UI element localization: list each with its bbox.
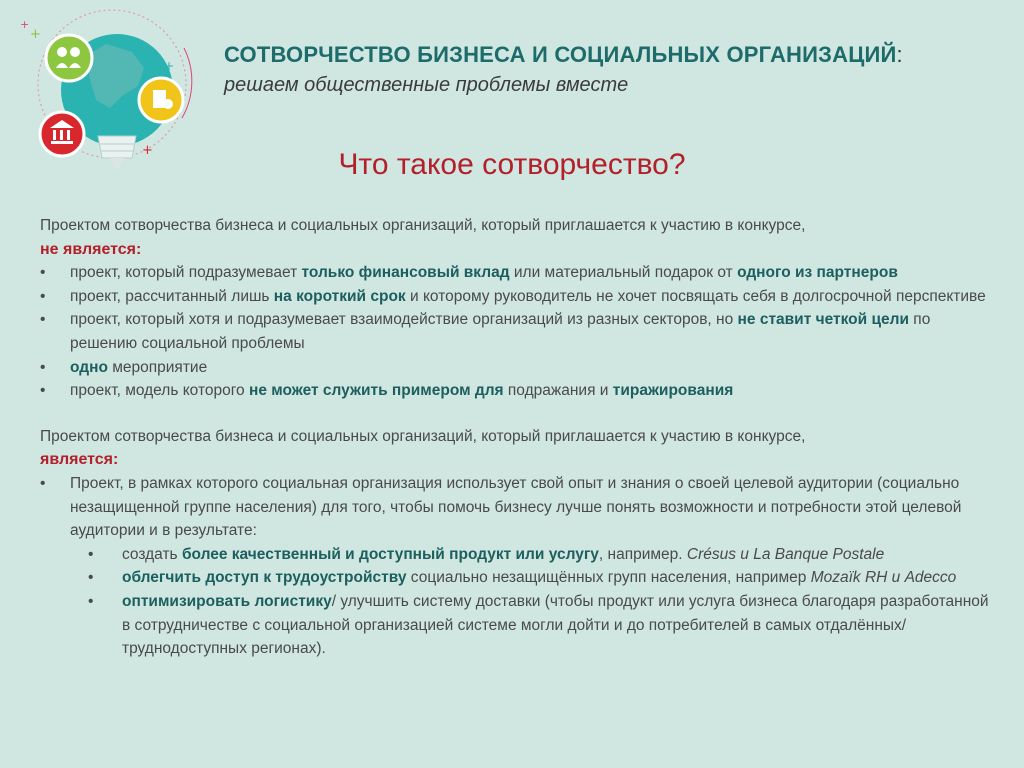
page-subtitle: решаем общественные проблемы вместе [224, 74, 629, 96]
plus-icon: + [20, 18, 30, 31]
logo-arc [182, 48, 192, 118]
plus-icon: + [30, 27, 41, 42]
header [224, 42, 1014, 97]
is-list [40, 472, 1000, 543]
plus-icon: + [164, 59, 175, 73]
list-item: • проект, рассчитанный лишь на короткий срок и которому руководитель не хочет посвящать себя в долгосрочной перспективе [40, 285, 1000, 309]
list-item: • проект, который хотя и подразумевает взаимодействие организаций из разных секторов, но не ставит четкой цели по решению социальной проблемы [40, 308, 1000, 355]
plus-icon: + [142, 143, 153, 158]
section-question: Что такое сотворчество? [338, 148, 686, 181]
is-label: является: [40, 451, 119, 469]
sub-list-item: • облегчить доступ к трудоустройству социально незащищённых групп населения, например Mozaïk RH и Adecco [40, 566, 1000, 590]
page-title [224, 42, 1014, 68]
sub-list-item: • оптимизировать логистику/ улучшить систему доставки (чтобы продукт или услуга бизнеса благодаря разработанной в сотрудничестве с социальной организацией системе могли дойти и до потребителей в самых отдалённых/труднодоступных регионах). [40, 590, 1000, 661]
main-content [40, 214, 1000, 661]
is-sub-list [40, 543, 1000, 661]
list-item: • Проект, в рамках которого социальная организация использует свой опыт и знания о своей целевой аудитории (социально незащищенной группе населения) для того, чтобы помочь бизнесу лучше понять возможности и потребности этой целевой аудитории и в результате: [40, 472, 1000, 543]
people-icon [46, 35, 92, 81]
list-item: • проект, модель которого не может служить примером для подражания и тиражирования [40, 379, 1000, 403]
not-label: не является: [40, 240, 142, 258]
list-item: • одно мероприятие [40, 356, 1000, 380]
title-colon: : [896, 42, 903, 67]
title-text: СОТВОРЧЕСТВО БИЗНЕСА И СОЦИАЛЬНЫХ ОРГАНИЗАЦИЙ [224, 42, 897, 67]
list-item: • проект, который подразумевает только финансовый вклад или материальный подарок от одного из партнеров [40, 261, 1000, 285]
is-intro: Проектом сотворчества бизнеса и социальных организаций, который приглашается к участию в конкурсе, [40, 427, 806, 445]
sub-list-item: • создать более качественный и доступный продукт или услугу, например. Crésus и La Banque Postale [40, 543, 1000, 567]
not-list [40, 261, 1000, 403]
not-intro: Проектом сотворчества бизнеса и социальных организаций, который приглашается к участию в конкурсе, [40, 217, 806, 234]
